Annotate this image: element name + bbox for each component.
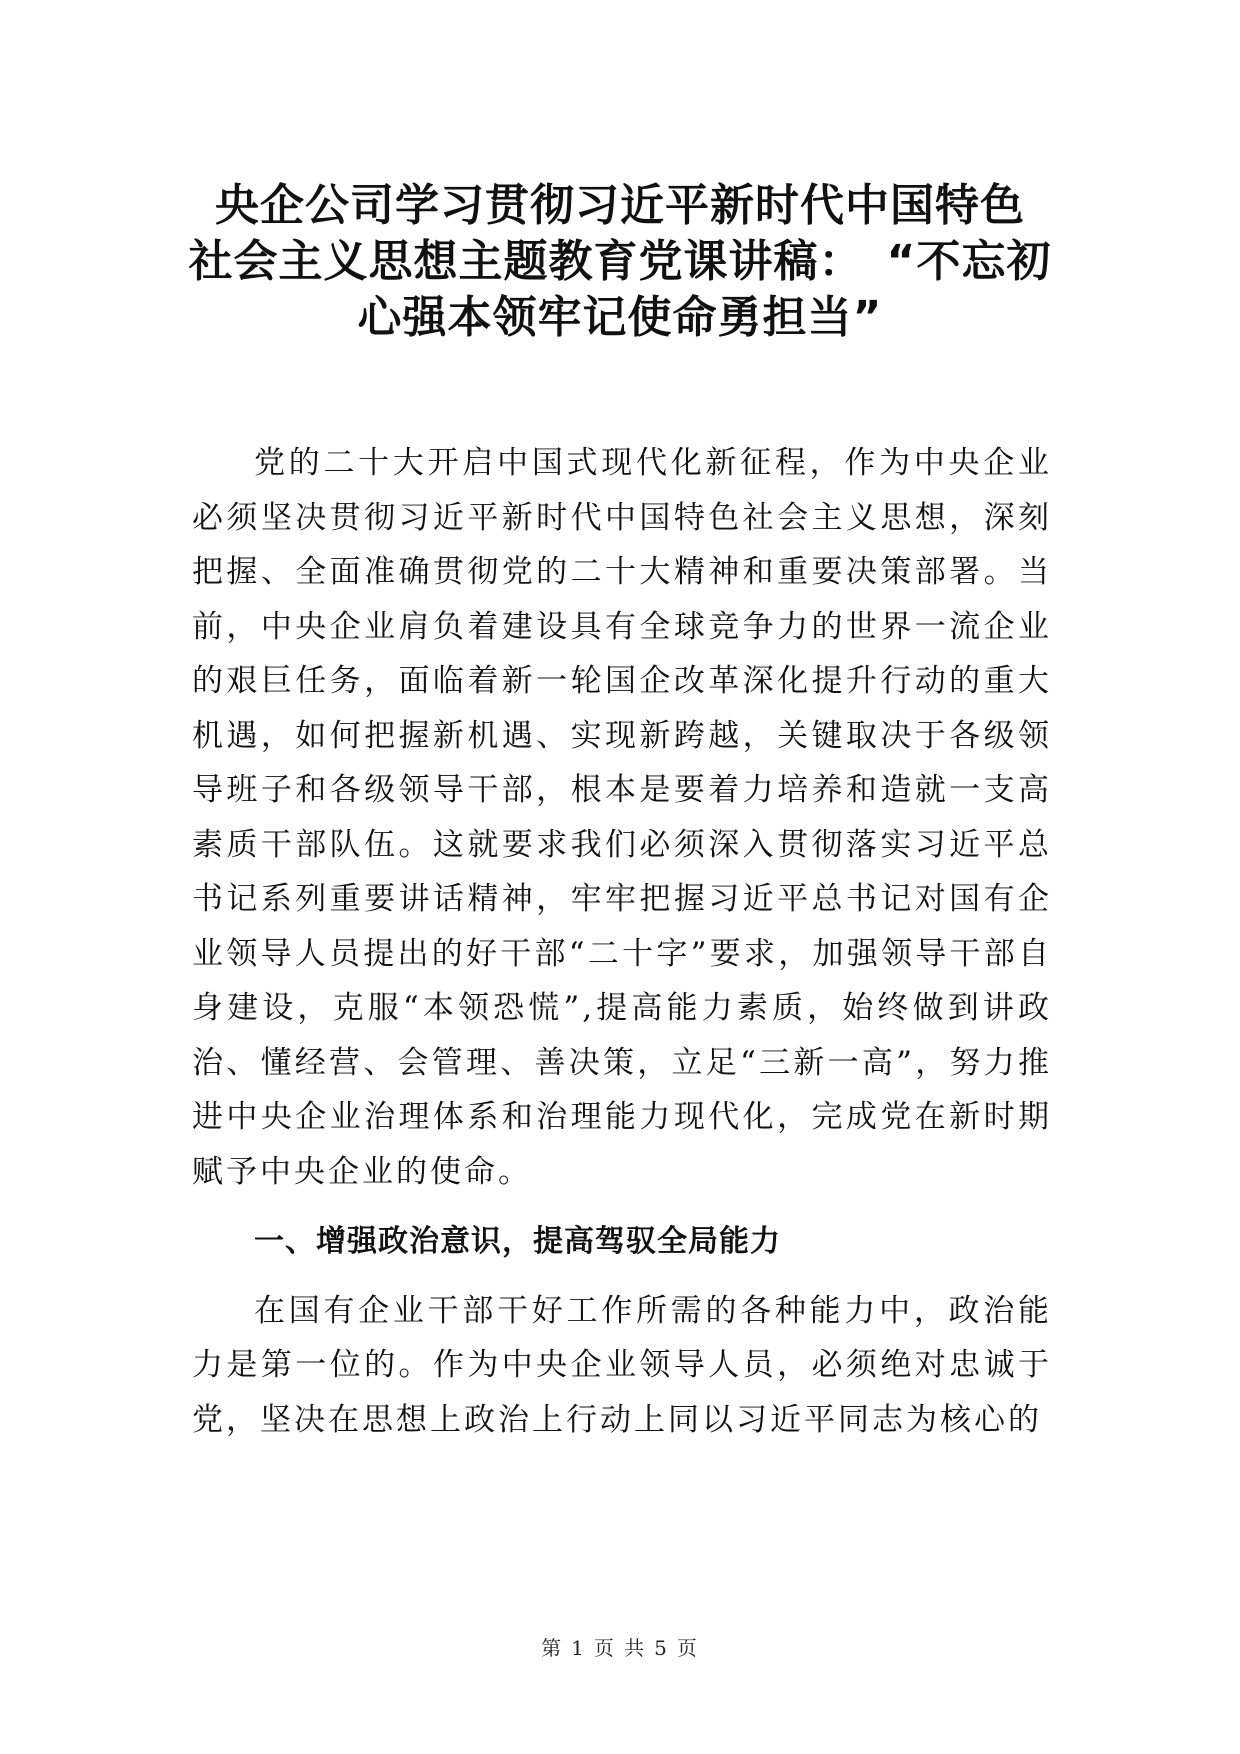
- footer-current-page: 1: [571, 1636, 586, 1660]
- intro-paragraph: 党的二十大开启中国式现代化新征程，作为中央企业必须坚决贯彻习近平新时代中国特色社会主义思想，深刻把握、全面准确贯彻党的二十大精神和重要决策部署。当前，中央企业肩负着建设具有全球竞争力的世界一流企业的艰巨任务，面临着新一轮国企改革深化提升行动的重大机遇，如何把握新机遇、实现新跨越，关键取决于各级领导班子和各级领导干部，根本是要着力培养和造就一支高素质干部队伍。这就要求我们必须深入贯彻落实习近平总书记系列重要讲话精神，牢牢把握习近平总书记对国有企业领导人员提出的好干部“二十字”要求，加强领导干部自身建设，克服“本领恐慌”,提高能力素质，始终做到讲政治、懂经营、会管理、善决策，立足“三新一高”，努力推进中央企业治理体系和治理能力现代化，完成党在新时期赋予中央企业的使命。: [192, 445, 1052, 1190]
- title-line-1: 央企公司学习贯彻习近平新时代中国特色: [215, 180, 1025, 231]
- section-heading: 一、增强政治意识，提高驾驭全局能力: [254, 1224, 781, 1259]
- document-body: [192, 436, 1052, 1447]
- title-line-3: 心强本领牢记使命勇担当”: [357, 292, 883, 343]
- footer-middle: 页 共: [593, 1636, 647, 1660]
- footer-prefix: 第: [541, 1636, 564, 1660]
- page-footer: [0, 1632, 1240, 1661]
- document-title: [150, 178, 1090, 346]
- footer-suffix: 页: [676, 1636, 699, 1660]
- title-line-2: 社会主义思想主题教育党课讲稿： “不忘初: [188, 236, 1052, 287]
- footer-total-pages: 5: [654, 1636, 669, 1660]
- section-paragraph: 在国有企业干部干好工作所需的各种能力中，政治能力是第一位的。作为中央企业领导人员，必须绝对忠诚于党，坚决在思想上政治上行动上同以习近平同志为核心的: [192, 1292, 1052, 1438]
